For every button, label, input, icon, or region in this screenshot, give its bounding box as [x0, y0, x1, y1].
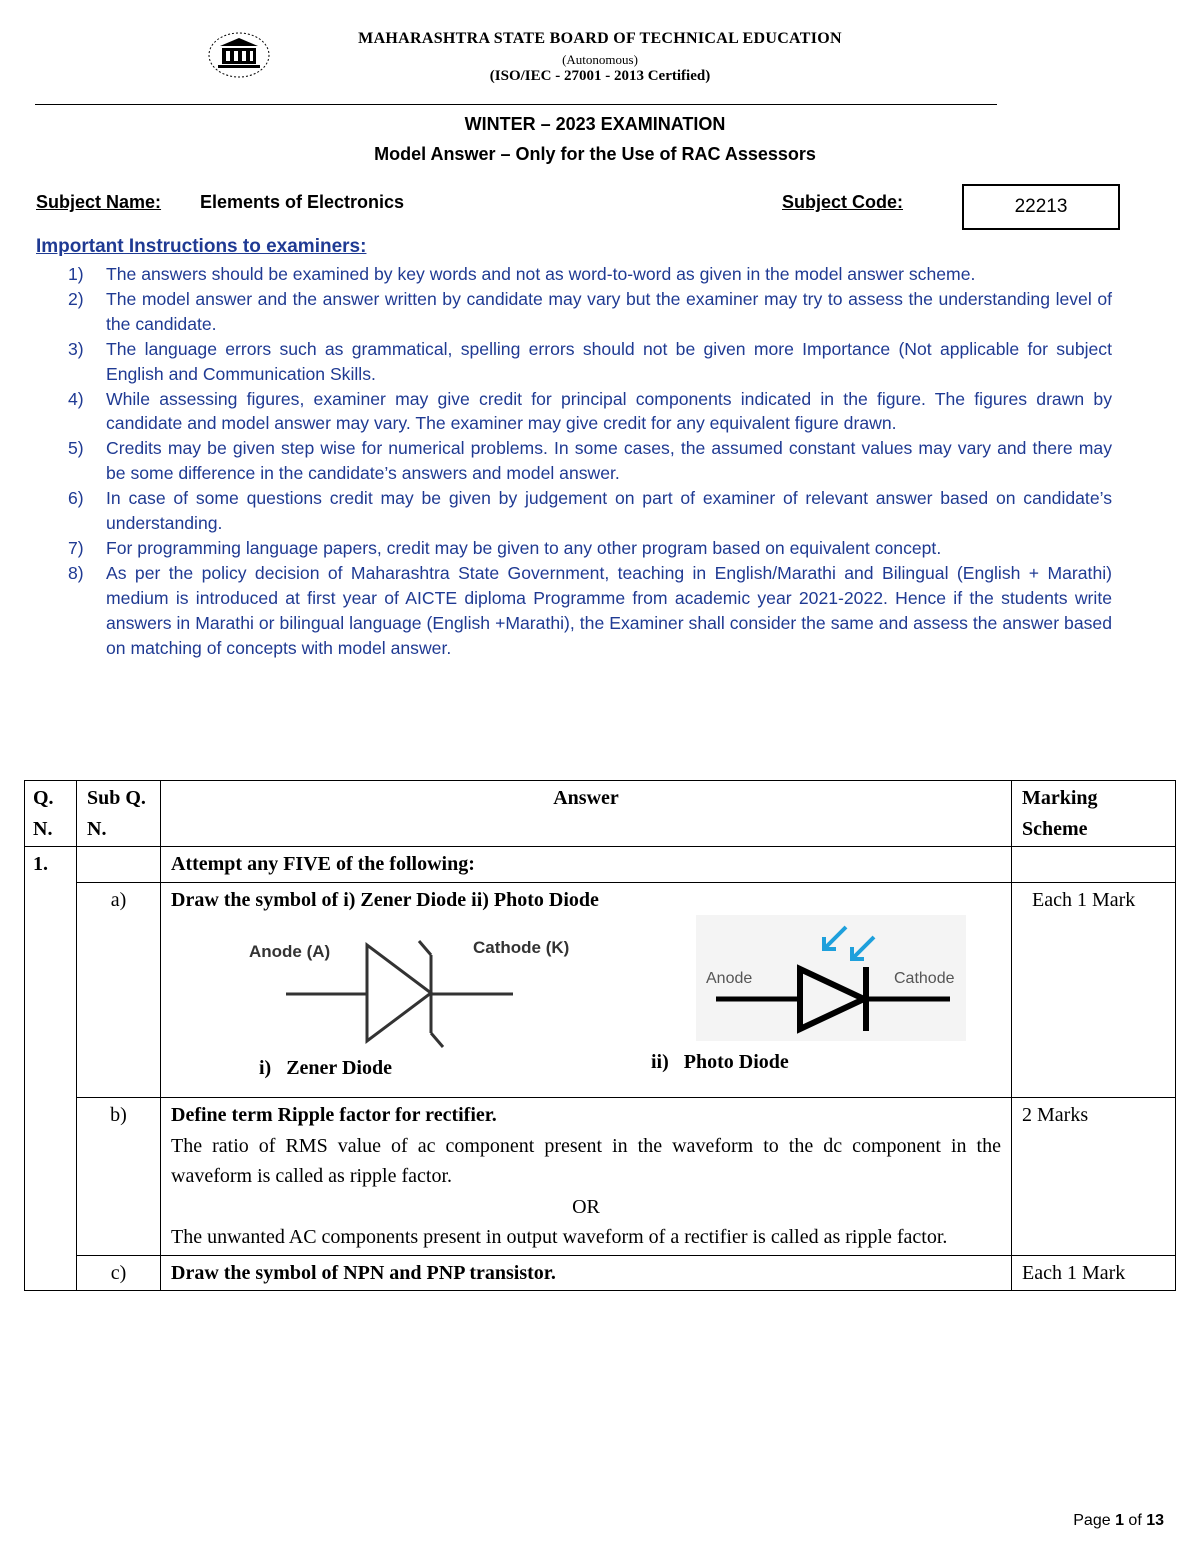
- instruction-text: The language errors such as grammatical, spelling errors should not be given more Importance (Not applicable for subject English and Communication Skills.: [106, 338, 1112, 384]
- org-name: MAHARASHTRA STATE BOARD OF TECHNICAL EDUCATION: [358, 30, 842, 47]
- instruction-number: 3): [68, 338, 84, 359]
- header-sub-qn: Sub Q. N.: [77, 781, 161, 847]
- table-row: [25, 847, 1176, 883]
- exam-subtitle: Model Answer – Only for the Use of RAC Assessors: [374, 144, 816, 164]
- sub-question-number: b): [77, 1098, 161, 1256]
- zener-caption-text: Zener Diode: [286, 1057, 392, 1079]
- page-total: 13: [1146, 1512, 1164, 1529]
- table-row: [25, 1098, 1176, 1256]
- answer-cell: [161, 1098, 1012, 1256]
- zener-diode-symbol: [241, 929, 581, 1059]
- instruction-number: 4): [68, 388, 84, 409]
- question-text: Draw the symbol of NPN and PNP transistor.: [161, 1255, 1012, 1291]
- marks-cell: Each 1 Mark: [1012, 1255, 1176, 1291]
- instruction-item: [68, 387, 1112, 437]
- instruction-number: 5): [68, 438, 84, 459]
- instruction-text: For programming language papers, credit may be given to any other program based on equivalent concept.: [106, 537, 942, 558]
- answer-text: The ratio of RMS value of ac component present in the waveform to the dc component in the waveform is called as ripple factor.: [171, 1134, 1001, 1187]
- instruction-item: [68, 561, 1112, 661]
- instruction-text: While assessing figures, examiner may give credit for principal components indicated in the figure. The figures drawn by candidate and model answer may vary. The examiner may give credit for any equivalent figure drawn.: [106, 388, 1112, 434]
- photo-caption-text: Photo Diode: [683, 1051, 789, 1073]
- instructions-title: Important Instructions to examiners:: [36, 236, 367, 257]
- answer-text: The unwanted AC components present in output waveform of a rectifier is called as ripple factor.: [171, 1226, 948, 1248]
- table-row: [25, 1255, 1176, 1291]
- zener-anode-label: Anode (A): [249, 942, 331, 961]
- instruction-number: 8): [68, 562, 84, 583]
- sub-question-number: a): [77, 882, 161, 1098]
- instruction-item: [68, 287, 1112, 337]
- org-autonomous: (Autonomous): [562, 52, 638, 67]
- instruction-text: As per the policy decision of Maharashtra State Government, teaching in English/Marathi and Bilingual (English + Marathi) medium is introduced at first year of AICTE diploma Programme from academic year 2021-2022. Hence if the students write answers in Marathi or bilingual language (English +Marathi), the Examiner shall consider the same and assess the answer based on matching of concepts with model answer.: [106, 562, 1112, 658]
- instruction-number: 1): [68, 264, 84, 284]
- org-certified: (ISO/IEC - 27001 - 2013 Certified): [489, 68, 711, 84]
- marks-cell: 2 Marks: [1012, 1098, 1176, 1256]
- instructions-list: [68, 262, 1112, 661]
- answer-table: [24, 780, 1176, 1291]
- instruction-text: Credits may be given step wise for numerical problems. In some cases, the assumed constant values may vary and there may be some difference in the candidate’s answers and model answer.: [106, 438, 1112, 484]
- subject-code-box: 22213: [962, 184, 1120, 230]
- photo-anode-label: Anode: [706, 970, 753, 987]
- page-current: 1: [1115, 1512, 1124, 1529]
- exam-title: WINTER – 2023 EXAMINATION: [464, 114, 726, 134]
- header-divider: [35, 104, 997, 105]
- table-row: [25, 882, 1176, 1098]
- header-marking-scheme: Marking Scheme: [1012, 781, 1176, 847]
- subject-code-label: Subject Code:: [782, 192, 904, 212]
- zener-caption: [259, 1053, 392, 1084]
- page-prefix: Page: [1073, 1512, 1116, 1529]
- photo-cathode-label: Cathode: [894, 970, 955, 987]
- zener-caption-number: i): [259, 1057, 272, 1079]
- diode-symbols: [171, 915, 1001, 1095]
- photo-caption: [651, 1047, 789, 1078]
- subject-name-value: Elements of Electronics: [200, 192, 405, 212]
- instruction-number: 2): [68, 288, 84, 309]
- instruction-item: [68, 262, 1112, 287]
- photo-caption-number: ii): [651, 1051, 669, 1073]
- answer-or: OR: [572, 1195, 600, 1218]
- marks-cell: [1012, 847, 1176, 883]
- page-of: of: [1123, 1512, 1147, 1529]
- question-text: Draw the symbol of i) Zener Diode ii) Photo Diode: [171, 888, 599, 911]
- sub-question-number: c): [77, 1255, 161, 1291]
- zener-cathode-label: Cathode (K): [473, 938, 570, 957]
- instruction-text: The model answer and the answer written by candidate may vary but the examiner may try to assess the understanding level of the candidate.: [106, 288, 1112, 334]
- question-text: Define term Ripple factor for rectifier.: [171, 1104, 497, 1126]
- subject-name-label: Subject Name:: [36, 192, 162, 212]
- header-answer: Answer: [161, 781, 1012, 847]
- instruction-item: [68, 337, 1112, 387]
- instruction-item: [68, 536, 1112, 561]
- instruction-item: [68, 436, 1112, 486]
- header-qn: Q. N.: [25, 781, 77, 847]
- instruction-text: The answers should be examined by key words and not as word-to-word as given in the model answer scheme.: [106, 264, 976, 284]
- table-header-row: [25, 781, 1176, 847]
- instruction-number: 6): [68, 488, 84, 509]
- instruction-text: In case of some questions credit may be given by judgement on part of examiner of relevant answer based on candidate’s understanding.: [106, 488, 1112, 534]
- marks-cell: Each 1 Mark: [1012, 882, 1176, 1098]
- page-number: [1073, 1512, 1164, 1530]
- question-number: 1.: [25, 847, 77, 1291]
- answer-cell: [161, 882, 1012, 1098]
- question-text: Attempt any FIVE of the following:: [161, 847, 1012, 883]
- sub-question-number: [77, 847, 161, 883]
- instruction-item: [68, 486, 1112, 536]
- instruction-number: 7): [68, 537, 84, 558]
- msbte-logo: [206, 30, 272, 80]
- photo-diode-symbol: [696, 915, 966, 1041]
